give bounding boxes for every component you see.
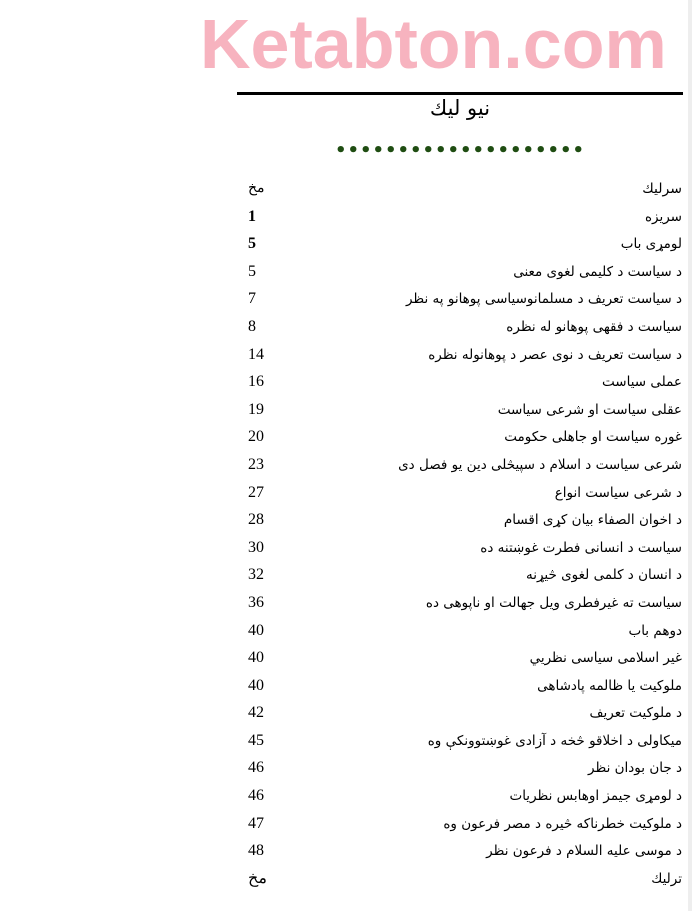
toc-entry[interactable]: [236, 590, 682, 618]
toc-entry-title: ترلیك: [651, 870, 682, 887]
toc-entry[interactable]: [236, 507, 682, 535]
toc-entry-title: سریزه: [644, 208, 682, 225]
toc-entry[interactable]: [236, 700, 682, 728]
toc-entry-title: عقلی سیاست او شرعی سیاست: [497, 401, 682, 418]
toc-entry[interactable]: [236, 618, 682, 646]
toc-entry-title: د موسی علیه السلام د فرعون نظر: [486, 843, 682, 860]
watermark: Ketabton.com: [200, 5, 667, 83]
toc-entry-page: 5: [248, 235, 256, 253]
toc-entry-title: ملوکیت یا ظالمه پادشاهی: [537, 677, 682, 694]
toc-entry[interactable]: [236, 452, 682, 480]
toc-entry-title: شرعی سیاست د اسلام د سپیڅلی دین یو فصل دی: [398, 456, 682, 473]
toc-entry-title: د اخوان الصفاء بیان کړی اقسام: [503, 512, 682, 529]
toc-entry[interactable]: [236, 866, 682, 894]
toc-entry-title: غوره سیاست او جاهلی حکومت: [504, 429, 682, 446]
toc-entry-title: د ملوکیت خطرناکه څیره د مصر فرعون وه: [443, 815, 682, 832]
toc-entry[interactable]: [236, 314, 682, 342]
toc-entry-page: 32: [248, 566, 264, 584]
toc-entry-page: 30: [248, 538, 264, 556]
toc-entry[interactable]: [236, 783, 682, 811]
toc-entry[interactable]: [236, 231, 682, 259]
toc-entry-page: 46: [248, 759, 264, 777]
scrollbar[interactable]: [688, 0, 692, 911]
toc-entry[interactable]: [236, 369, 682, 397]
toc-entry-title: غیر اسلامی سیاسی نظريي: [529, 650, 682, 667]
toc-entry-title: عملی سیاست: [602, 374, 682, 391]
toc-entry-title: د ملوکیت تعریف: [589, 705, 682, 722]
toc-entry[interactable]: [236, 424, 682, 452]
toc-entry-page: 46: [248, 787, 264, 805]
toc-entry-page: 42: [248, 704, 264, 722]
toc-entry-title: د شرعی سیاست انواع: [554, 484, 682, 501]
toc-entry[interactable]: [236, 645, 682, 673]
toc-entry-page: 47: [248, 814, 264, 832]
table-of-contents: [236, 176, 682, 893]
toc-entry-page: 36: [248, 593, 264, 611]
toc-entry[interactable]: [236, 838, 682, 866]
toc-entry[interactable]: [236, 535, 682, 563]
toc-entry-title: د سیاست د کلیمی لغوی معنی: [513, 263, 682, 280]
toc-entries: [236, 204, 682, 894]
toc-entry-title: سیاست د فقهی پوهانو له نظره: [506, 318, 682, 335]
toc-entry-page: مخ: [248, 869, 267, 887]
toc-entry-page: 40: [248, 649, 264, 667]
header-page-label: مخ: [248, 181, 265, 196]
toc-entry[interactable]: [236, 562, 682, 590]
toc-entry-page: 8: [248, 317, 256, 335]
toc-entry-title: میکاولی د اخلاقو څخه د آزادی غوښتوونکې وه: [427, 732, 682, 749]
dotted-separator: ••••••••••••••••••••: [334, 140, 586, 161]
toc-entry-title: د جان بودان نظر: [588, 760, 682, 777]
toc-entry-page: 28: [248, 511, 264, 529]
toc-entry-page: 7: [248, 290, 256, 308]
toc-entry-title: دوهم باب: [628, 622, 682, 639]
toc-header: [236, 176, 682, 204]
toc-entry-page: 20: [248, 428, 264, 446]
toc-entry-page: 40: [248, 676, 264, 694]
toc-entry[interactable]: [236, 204, 682, 232]
toc-entry-title: سیاست د انسانی فطرت غوښتنه ده: [480, 539, 682, 556]
toc-entry-page: 40: [248, 621, 264, 639]
toc-entry[interactable]: [236, 342, 682, 370]
toc-entry[interactable]: [236, 259, 682, 287]
toc-entry-page: 14: [248, 345, 264, 363]
toc-entry-title: د لومړی جیمز اوهابس نظریات: [509, 788, 682, 805]
toc-entry-page: 48: [248, 842, 264, 860]
toc-entry-page: 1: [248, 207, 256, 225]
toc-entry-page: 23: [248, 455, 264, 473]
toc-entry-page: 5: [248, 262, 256, 280]
toc-entry-page: 45: [248, 731, 264, 749]
toc-entry-title: سیاست ته غیرفطری ویل جهالت او ناپوهی ده: [425, 594, 682, 611]
toc-entry-title: د سیاست تعریف د مسلمانوسیاسی پوهانو په نظر: [405, 291, 682, 308]
toc-entry[interactable]: [236, 397, 682, 425]
toc-entry-title: د سیاست تعریف د نوی عصر د پوهانوله نظره: [428, 346, 682, 363]
page-title: نیو لیك: [429, 96, 491, 120]
toc-entry[interactable]: [236, 811, 682, 839]
toc-entry[interactable]: [236, 286, 682, 314]
header-title-label: سرلیك: [642, 181, 682, 197]
toc-entry[interactable]: [236, 673, 682, 701]
toc-entry-title: لومړی باب: [620, 236, 682, 253]
toc-entry[interactable]: [236, 755, 682, 783]
toc-entry[interactable]: [236, 728, 682, 756]
toc-entry-page: 19: [248, 400, 264, 418]
toc-entry[interactable]: [236, 480, 682, 508]
toc-entry-page: 16: [248, 373, 264, 391]
toc-entry-page: 27: [248, 483, 264, 501]
toc-entry-title: د انسان د کلمی لغوی څیړنه: [525, 567, 682, 584]
top-rule: [237, 92, 683, 95]
